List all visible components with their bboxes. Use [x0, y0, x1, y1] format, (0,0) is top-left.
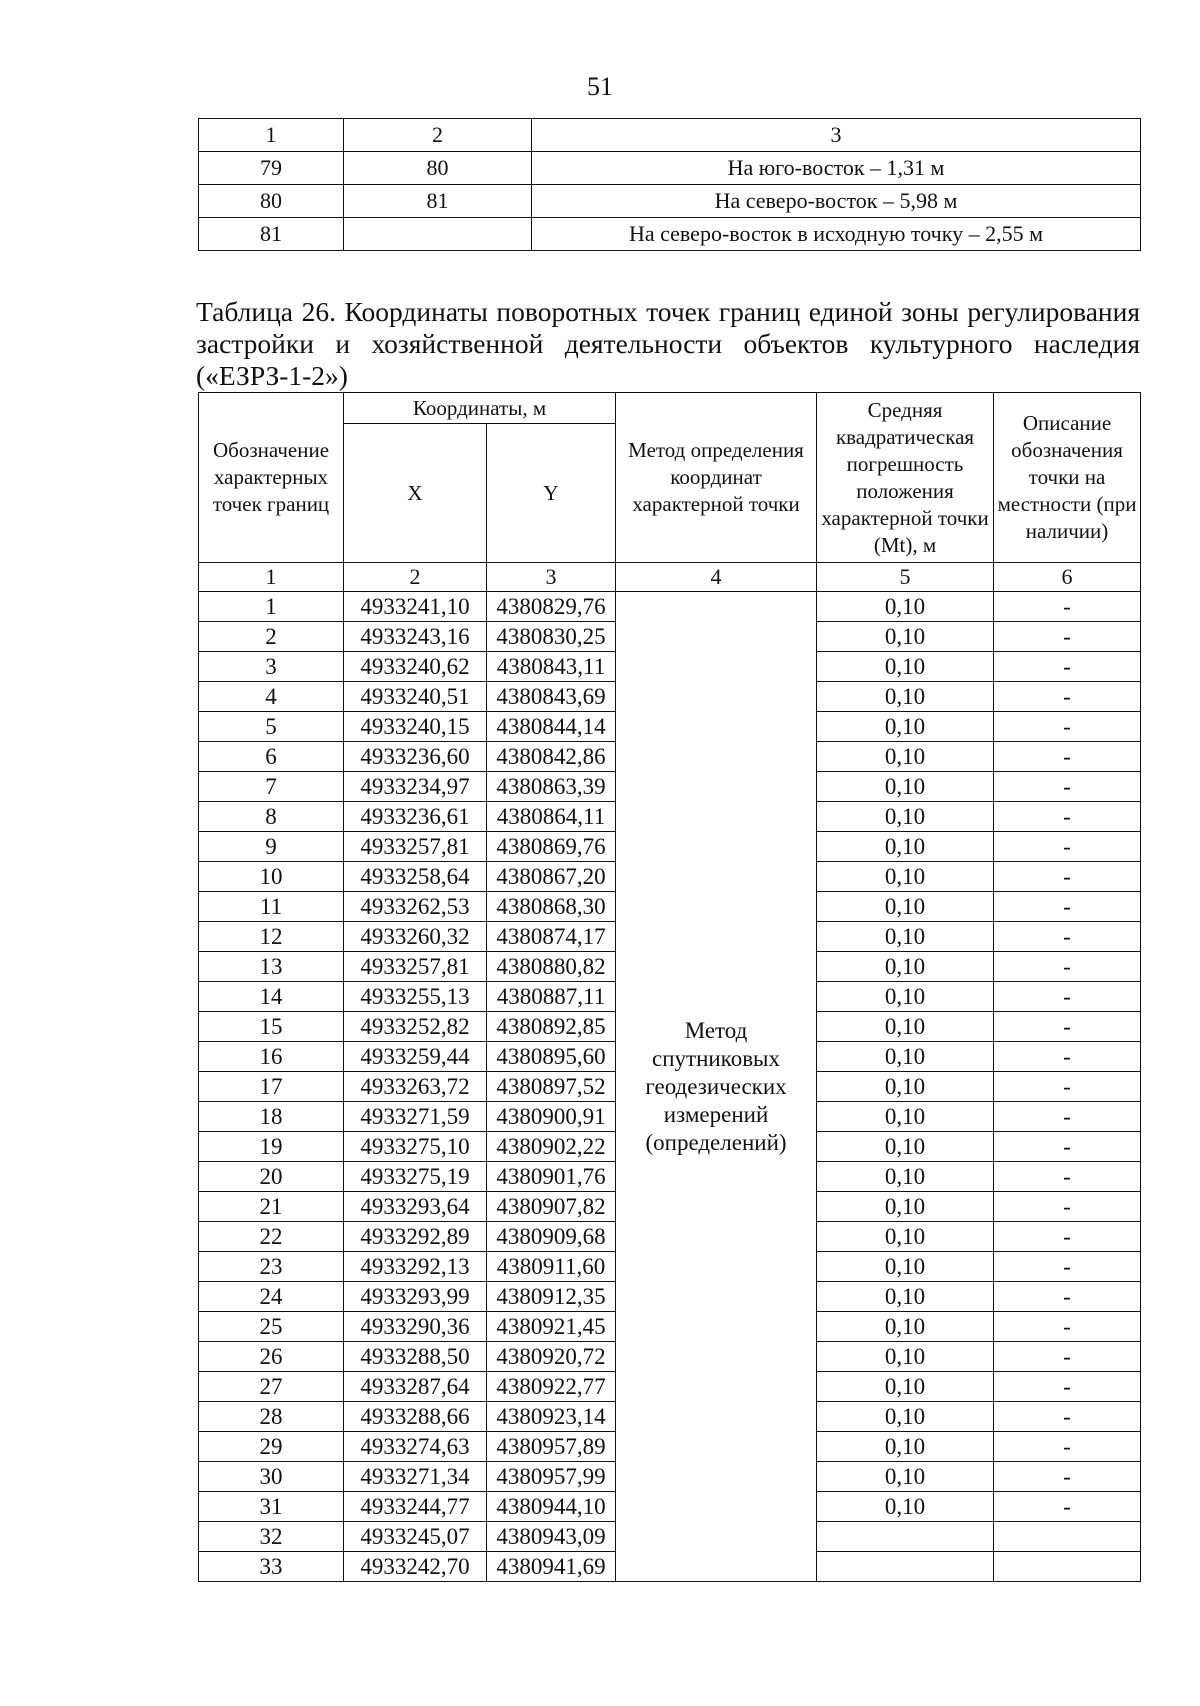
description-value: - [994, 1402, 1141, 1432]
description-value: - [994, 1312, 1141, 1342]
coordinate-x: 4933293,64 [344, 1192, 487, 1222]
description-value: - [994, 1042, 1141, 1072]
table-cell: 2 [344, 119, 532, 152]
table-cell: На северо-восток – 5,98 м [532, 185, 1141, 218]
header-description: Описание обозначения точки на местности (при наличии) [994, 393, 1141, 563]
table-caption: Таблица 26. Координаты поворотных точек границ единой зоны регулирования застройки и хозяйственной деятельности объектов культурного наследия («ЕЗРЗ-1-2») [196, 296, 1140, 391]
point-number: 9 [199, 832, 344, 862]
coordinate-x: 4933260,32 [344, 922, 487, 952]
coordinate-x: 4933288,66 [344, 1402, 487, 1432]
description-value: - [994, 892, 1141, 922]
description-value: - [994, 1282, 1141, 1312]
accuracy-value: 0,10 [817, 1192, 994, 1222]
method-text-line: Метод [684, 1017, 748, 1043]
coordinate-x: 4933240,15 [344, 712, 487, 742]
point-number: 27 [199, 1372, 344, 1402]
coordinate-x: 4933275,10 [344, 1132, 487, 1162]
accuracy-value: 0,10 [817, 682, 994, 712]
point-number: 3 [199, 652, 344, 682]
point-number: 19 [199, 1132, 344, 1162]
description-value: - [994, 802, 1141, 832]
point-number: 6 [199, 742, 344, 772]
column-number: 2 [344, 563, 487, 592]
point-number: 1 [199, 592, 344, 622]
point-number: 7 [199, 772, 344, 802]
point-number: 24 [199, 1282, 344, 1312]
description-value: - [994, 1102, 1141, 1132]
coordinate-y: 4380892,85 [487, 1012, 616, 1042]
coordinate-y: 4380867,20 [487, 862, 616, 892]
point-number: 28 [199, 1402, 344, 1432]
coordinate-x: 4933245,07 [344, 1522, 487, 1552]
header-coordinates: Координаты, м [344, 393, 616, 424]
point-number: 30 [199, 1462, 344, 1492]
accuracy-value: 0,10 [817, 862, 994, 892]
coordinate-x: 4933292,13 [344, 1252, 487, 1282]
description-value: - [994, 1342, 1141, 1372]
coordinate-y: 4380911,60 [487, 1252, 616, 1282]
accuracy-value: 0,10 [817, 772, 994, 802]
description-value: - [994, 1192, 1141, 1222]
accuracy-value: 0,10 [817, 1282, 994, 1312]
accuracy-value: 0,10 [817, 1102, 994, 1132]
method-text-line: спутниковых [652, 1045, 781, 1071]
coordinate-y: 4380921,45 [487, 1312, 616, 1342]
description-value [994, 1522, 1141, 1552]
accuracy-value: 0,10 [817, 832, 994, 862]
coordinate-x: 4933241,10 [344, 592, 487, 622]
description-value: - [994, 1012, 1141, 1042]
accuracy-value: 0,10 [817, 592, 994, 622]
table-cell: 79 [199, 152, 344, 185]
point-number: 26 [199, 1342, 344, 1372]
accuracy-value [817, 1552, 994, 1582]
accuracy-value: 0,10 [817, 952, 994, 982]
coordinate-x: 4933274,63 [344, 1432, 487, 1462]
accuracy-value: 0,10 [817, 1342, 994, 1372]
column-number: 3 [487, 563, 616, 592]
header-x: X [344, 424, 487, 563]
coordinate-y: 4380920,72 [487, 1342, 616, 1372]
method-text-line: (определений) [645, 1129, 787, 1155]
table-row [199, 592, 1141, 622]
table-cell: 3 [532, 119, 1141, 152]
coordinate-x: 4933259,44 [344, 1042, 487, 1072]
description-value: - [994, 622, 1141, 652]
coordinates-table [198, 392, 1141, 1582]
description-value: - [994, 1162, 1141, 1192]
accuracy-value: 0,10 [817, 622, 994, 652]
column-number: 4 [616, 563, 817, 592]
coordinate-y: 4380869,76 [487, 832, 616, 862]
coordinate-x: 4933290,36 [344, 1312, 487, 1342]
method-text-line: геодезических [645, 1073, 787, 1099]
accuracy-value: 0,10 [817, 802, 994, 832]
accuracy-value: 0,10 [817, 982, 994, 1012]
coordinate-y: 4380909,68 [487, 1222, 616, 1252]
point-number: 32 [199, 1522, 344, 1552]
coordinate-y: 4380902,22 [487, 1132, 616, 1162]
description-value: - [994, 772, 1141, 802]
coordinate-x: 4933242,70 [344, 1552, 487, 1582]
coordinate-x: 4933288,50 [344, 1342, 487, 1372]
point-number: 18 [199, 1102, 344, 1132]
point-number: 22 [199, 1222, 344, 1252]
accuracy-value: 0,10 [817, 1162, 994, 1192]
coordinate-y: 4380864,11 [487, 802, 616, 832]
coordinate-y: 4380887,11 [487, 982, 616, 1012]
coordinate-x: 4933275,19 [344, 1162, 487, 1192]
description-value: - [994, 1132, 1141, 1162]
coordinate-x: 4933287,64 [344, 1372, 487, 1402]
coordinate-x: 4933271,59 [344, 1102, 487, 1132]
column-number: 1 [199, 563, 344, 592]
point-number: 15 [199, 1012, 344, 1042]
continuation-table [198, 118, 1141, 251]
accuracy-value [817, 1522, 994, 1552]
header-method: Метод определения координат характерной точки [616, 393, 817, 563]
description-value: - [994, 1252, 1141, 1282]
coordinate-y: 4380829,76 [487, 592, 616, 622]
coordinate-y: 4380897,52 [487, 1072, 616, 1102]
accuracy-value: 0,10 [817, 1372, 994, 1402]
coordinate-y: 4380880,82 [487, 952, 616, 982]
coordinate-y: 4380944,10 [487, 1492, 616, 1522]
accuracy-value: 0,10 [817, 1432, 994, 1462]
method-text-line: измерений [663, 1101, 769, 1127]
table-row [199, 185, 1141, 218]
point-number: 23 [199, 1252, 344, 1282]
header-accuracy: Средняя квадратическая погрешность положения характерной точки (Mt), м [817, 393, 994, 563]
description-value: - [994, 922, 1141, 952]
coordinate-y: 4380863,39 [487, 772, 616, 802]
coordinate-x: 4933240,51 [344, 682, 487, 712]
coordinate-x: 4933263,72 [344, 1072, 487, 1102]
point-number: 13 [199, 952, 344, 982]
accuracy-value: 0,10 [817, 742, 994, 772]
table-row [199, 152, 1141, 185]
coordinate-x: 4933255,13 [344, 982, 487, 1012]
point-number: 8 [199, 802, 344, 832]
table-cell: 80 [344, 152, 532, 185]
accuracy-value: 0,10 [817, 1132, 994, 1162]
point-number: 2 [199, 622, 344, 652]
coordinate-x: 4933252,82 [344, 1012, 487, 1042]
coordinate-x: 4933244,77 [344, 1492, 487, 1522]
coordinate-x: 4933243,16 [344, 622, 487, 652]
description-value: - [994, 712, 1141, 742]
accuracy-value: 0,10 [817, 1462, 994, 1492]
point-number: 4 [199, 682, 344, 712]
accuracy-value: 0,10 [817, 1252, 994, 1282]
column-number-row [199, 563, 1141, 592]
coordinate-y: 4380957,99 [487, 1462, 616, 1492]
description-value: - [994, 1222, 1141, 1252]
description-value: - [994, 592, 1141, 622]
method-cell [616, 592, 817, 1582]
accuracy-value: 0,10 [817, 1222, 994, 1252]
description-value: - [994, 1072, 1141, 1102]
coordinate-y: 4380842,86 [487, 742, 616, 772]
coordinate-y: 4380941,69 [487, 1552, 616, 1582]
description-value: - [994, 832, 1141, 862]
coordinate-x: 4933262,53 [344, 892, 487, 922]
table-cell: На северо-восток в исходную точку – 2,55 м [532, 218, 1141, 251]
coordinate-x: 4933258,64 [344, 862, 487, 892]
accuracy-value: 0,10 [817, 1012, 994, 1042]
accuracy-value: 0,10 [817, 652, 994, 682]
accuracy-value: 0,10 [817, 1312, 994, 1342]
accuracy-value: 0,10 [817, 1042, 994, 1072]
description-value: - [994, 742, 1141, 772]
point-number: 14 [199, 982, 344, 1012]
coordinate-y: 4380830,25 [487, 622, 616, 652]
coordinate-y: 4380923,14 [487, 1402, 616, 1432]
coordinate-y: 4380943,09 [487, 1522, 616, 1552]
column-number: 6 [994, 563, 1141, 592]
coordinate-y: 4380843,11 [487, 652, 616, 682]
table-header-row [199, 119, 1141, 152]
description-value [994, 1552, 1141, 1582]
description-value: - [994, 952, 1141, 982]
table-cell: 1 [199, 119, 344, 152]
coordinate-x: 4933293,99 [344, 1282, 487, 1312]
coordinate-x: 4933292,89 [344, 1222, 487, 1252]
coordinate-y: 4380957,89 [487, 1432, 616, 1462]
table-cell [344, 218, 532, 251]
point-number: 33 [199, 1552, 344, 1582]
point-number: 29 [199, 1432, 344, 1462]
header-y: Y [487, 424, 616, 563]
point-number: 20 [199, 1162, 344, 1192]
coordinate-y: 4380912,35 [487, 1282, 616, 1312]
description-value: - [994, 1372, 1141, 1402]
coordinate-x: 4933257,81 [344, 952, 487, 982]
point-number: 16 [199, 1042, 344, 1072]
point-number: 10 [199, 862, 344, 892]
point-number: 11 [199, 892, 344, 922]
coordinate-y: 4380922,77 [487, 1372, 616, 1402]
description-value: - [994, 862, 1141, 892]
coordinate-y: 4380844,14 [487, 712, 616, 742]
point-number: 12 [199, 922, 344, 952]
point-number: 25 [199, 1312, 344, 1342]
description-value: - [994, 1432, 1141, 1462]
coordinate-y: 4380895,60 [487, 1042, 616, 1072]
accuracy-value: 0,10 [817, 712, 994, 742]
accuracy-value: 0,10 [817, 1072, 994, 1102]
table-row [199, 218, 1141, 251]
coordinate-y: 4380843,69 [487, 682, 616, 712]
coordinate-y: 4380874,17 [487, 922, 616, 952]
coordinate-y: 4380868,30 [487, 892, 616, 922]
table-cell: 81 [344, 185, 532, 218]
point-number: 5 [199, 712, 344, 742]
accuracy-value: 0,10 [817, 922, 994, 952]
coordinate-x: 4933271,34 [344, 1462, 487, 1492]
description-value: - [994, 682, 1141, 712]
point-number: 17 [199, 1072, 344, 1102]
accuracy-value: 0,10 [817, 1402, 994, 1432]
table-cell: 81 [199, 218, 344, 251]
table-cell: 80 [199, 185, 344, 218]
description-value: - [994, 1462, 1141, 1492]
coordinate-x: 4933234,97 [344, 772, 487, 802]
description-value: - [994, 982, 1141, 1012]
description-value: - [994, 652, 1141, 682]
point-number: 21 [199, 1192, 344, 1222]
coordinate-x: 4933257,81 [344, 832, 487, 862]
accuracy-value: 0,10 [817, 1492, 994, 1522]
description-value: - [994, 1492, 1141, 1522]
header-designation: Обозначение характерных точек границ [199, 393, 344, 563]
column-number: 5 [817, 563, 994, 592]
table-cell: На юго-восток – 1,31 м [532, 152, 1141, 185]
coordinate-x: 4933240,62 [344, 652, 487, 682]
coordinate-y: 4380901,76 [487, 1162, 616, 1192]
page-number: 51 [587, 72, 613, 101]
coordinate-y: 4380900,91 [487, 1102, 616, 1132]
coordinate-x: 4933236,61 [344, 802, 487, 832]
point-number: 31 [199, 1492, 344, 1522]
accuracy-value: 0,10 [817, 892, 994, 922]
coordinate-x: 4933236,60 [344, 742, 487, 772]
coordinate-y: 4380907,82 [487, 1192, 616, 1222]
